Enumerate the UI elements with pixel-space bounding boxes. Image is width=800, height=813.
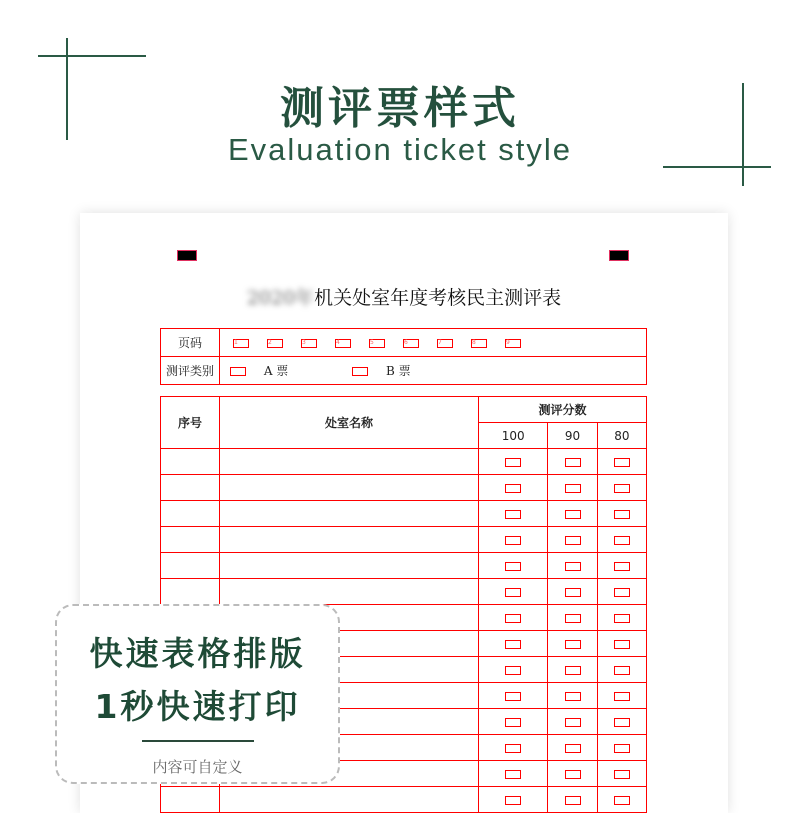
- category-label: 测评类别: [161, 357, 220, 385]
- score-checkbox[interactable]: [505, 562, 521, 571]
- score-checkbox[interactable]: [565, 744, 581, 753]
- score-cell: [479, 449, 548, 475]
- score-cell: [597, 579, 646, 605]
- score-checkbox[interactable]: [614, 744, 630, 753]
- score-checkbox[interactable]: [505, 744, 521, 753]
- page-number-box[interactable]: 6: [403, 339, 419, 348]
- score-cell: [479, 501, 548, 527]
- score-cell: [597, 553, 646, 579]
- score-cell: [597, 631, 646, 657]
- score-checkbox[interactable]: [614, 510, 630, 519]
- sheet-title: [80, 283, 728, 310]
- score-checkbox[interactable]: [614, 692, 630, 701]
- score-cell: [597, 475, 646, 501]
- name-cell[interactable]: [220, 553, 479, 579]
- score-100-header: 100: [479, 423, 548, 449]
- page-number-box[interactable]: 8: [471, 339, 487, 348]
- page-subtitle: Evaluation ticket style: [227, 132, 573, 167]
- score-cell: [597, 605, 646, 631]
- score-cell: [548, 475, 597, 501]
- feature-card: [55, 604, 340, 784]
- sheet-title-text: 机关处室年度考核民主测评表: [314, 287, 562, 309]
- score-checkbox[interactable]: [565, 640, 581, 649]
- page-label: 页码: [161, 329, 220, 357]
- table-row: [161, 579, 647, 605]
- page-number-box[interactable]: 2: [267, 339, 283, 348]
- score-checkbox[interactable]: [614, 718, 630, 727]
- score-cell: [597, 501, 646, 527]
- score-checkbox[interactable]: [505, 770, 521, 779]
- score-checkbox[interactable]: [614, 484, 630, 493]
- score-checkbox[interactable]: [565, 536, 581, 545]
- score-cell: [479, 475, 548, 501]
- index-cell[interactable]: [161, 553, 220, 579]
- score-checkbox[interactable]: [565, 692, 581, 701]
- score-cell: [597, 527, 646, 553]
- feature-line-1: 快速表格排版: [89, 634, 306, 673]
- divider: [142, 740, 254, 742]
- index-cell[interactable]: [161, 449, 220, 475]
- table-row: [161, 449, 647, 475]
- score-cell: [479, 605, 548, 631]
- score-checkbox[interactable]: [565, 614, 581, 623]
- score-cell: [479, 579, 548, 605]
- score-checkbox[interactable]: [614, 588, 630, 597]
- score-checkbox[interactable]: [565, 588, 581, 597]
- category-options: [220, 357, 647, 385]
- table-row: [161, 501, 647, 527]
- score-cell: [548, 709, 597, 735]
- info-table: [160, 328, 647, 385]
- score-checkbox[interactable]: [614, 666, 630, 675]
- score-checkbox[interactable]: [565, 770, 581, 779]
- score-cell: [479, 735, 548, 761]
- score-cell: [597, 735, 646, 761]
- score-90-header: 90: [548, 423, 597, 449]
- score-80-header: 80: [597, 423, 646, 449]
- col-name-header: 处室名称: [220, 397, 479, 449]
- score-checkbox[interactable]: [614, 562, 630, 571]
- score-checkbox[interactable]: [505, 692, 521, 701]
- score-cell: [548, 735, 597, 761]
- table-row: [161, 527, 647, 553]
- score-cell: [479, 553, 548, 579]
- registration-mark: [609, 250, 629, 261]
- score-checkbox[interactable]: [614, 640, 630, 649]
- name-cell[interactable]: [220, 579, 479, 605]
- score-cell: [597, 709, 646, 735]
- page-number-box[interactable]: 4: [335, 339, 351, 348]
- score-cell: [548, 527, 597, 553]
- page-number-box[interactable]: 7: [437, 339, 453, 348]
- score-cell: [548, 579, 597, 605]
- score-checkbox[interactable]: [614, 796, 630, 805]
- score-checkbox[interactable]: [505, 640, 521, 649]
- page-number-box[interactable]: 5: [369, 339, 385, 348]
- score-cell: [597, 761, 646, 787]
- score-cell: [597, 657, 646, 683]
- index-cell[interactable]: [161, 501, 220, 527]
- page-title: 测评票样式: [280, 83, 520, 134]
- score-cell: [479, 683, 548, 709]
- feature-line-2: 1秒快速打印: [94, 687, 301, 726]
- col-score-header: 测评分数: [479, 397, 647, 423]
- index-cell[interactable]: [161, 579, 220, 605]
- page-number-box[interactable]: 1: [233, 339, 249, 348]
- option-a-label: A 票: [263, 364, 289, 378]
- sheet-title-year: 2020年: [246, 287, 315, 309]
- score-checkbox[interactable]: [614, 770, 630, 779]
- score-checkbox[interactable]: [505, 458, 521, 467]
- name-cell[interactable]: [220, 501, 479, 527]
- index-cell[interactable]: [161, 475, 220, 501]
- table-row: [161, 475, 647, 501]
- score-checkbox[interactable]: [505, 614, 521, 623]
- name-cell[interactable]: [220, 449, 479, 475]
- score-cell: [479, 657, 548, 683]
- page-number-box[interactable]: 9: [505, 339, 521, 348]
- index-cell[interactable]: [161, 527, 220, 553]
- score-cell: [597, 683, 646, 709]
- name-cell[interactable]: [220, 527, 479, 553]
- registration-mark: [177, 250, 197, 261]
- score-checkbox[interactable]: [565, 666, 581, 675]
- score-cell: [548, 631, 597, 657]
- score-cell: [548, 605, 597, 631]
- score-checkbox[interactable]: [614, 536, 630, 545]
- score-checkbox[interactable]: [505, 666, 521, 675]
- score-cell: [479, 631, 548, 657]
- feature-note: 内容可自定义: [152, 758, 243, 776]
- col-index-header: 序号: [161, 397, 220, 449]
- page-number-box[interactable]: 3: [301, 339, 317, 348]
- score-checkbox[interactable]: [565, 562, 581, 571]
- score-checkbox[interactable]: [614, 458, 630, 467]
- score-checkbox[interactable]: [565, 796, 581, 805]
- score-checkbox[interactable]: [565, 484, 581, 493]
- corner-decoration: [38, 55, 146, 57]
- score-cell: [597, 449, 646, 475]
- table-row: [161, 553, 647, 579]
- score-checkbox[interactable]: [505, 510, 521, 519]
- score-checkbox[interactable]: [565, 510, 581, 519]
- option-b-label: B 票: [385, 364, 411, 378]
- score-cell: [548, 501, 597, 527]
- score-checkbox[interactable]: [505, 718, 521, 727]
- score-cell: [479, 527, 548, 553]
- score-checkbox[interactable]: [565, 458, 581, 467]
- score-checkbox[interactable]: [505, 484, 521, 493]
- score-checkbox[interactable]: [505, 796, 521, 805]
- name-cell[interactable]: [220, 475, 479, 501]
- page-number-boxes: [220, 329, 647, 357]
- score-cell: [479, 761, 548, 787]
- score-checkbox[interactable]: [505, 536, 521, 545]
- option-a-checkbox[interactable]: [230, 367, 246, 376]
- score-cell: [479, 709, 548, 735]
- score-checkbox[interactable]: [614, 614, 630, 623]
- score-cell: [548, 657, 597, 683]
- option-b-checkbox[interactable]: [352, 367, 368, 376]
- score-checkbox[interactable]: [505, 588, 521, 597]
- score-cell: [548, 553, 597, 579]
- score-checkbox[interactable]: [565, 718, 581, 727]
- score-cell: [548, 761, 597, 787]
- score-cell: [548, 449, 597, 475]
- score-cell: [548, 683, 597, 709]
